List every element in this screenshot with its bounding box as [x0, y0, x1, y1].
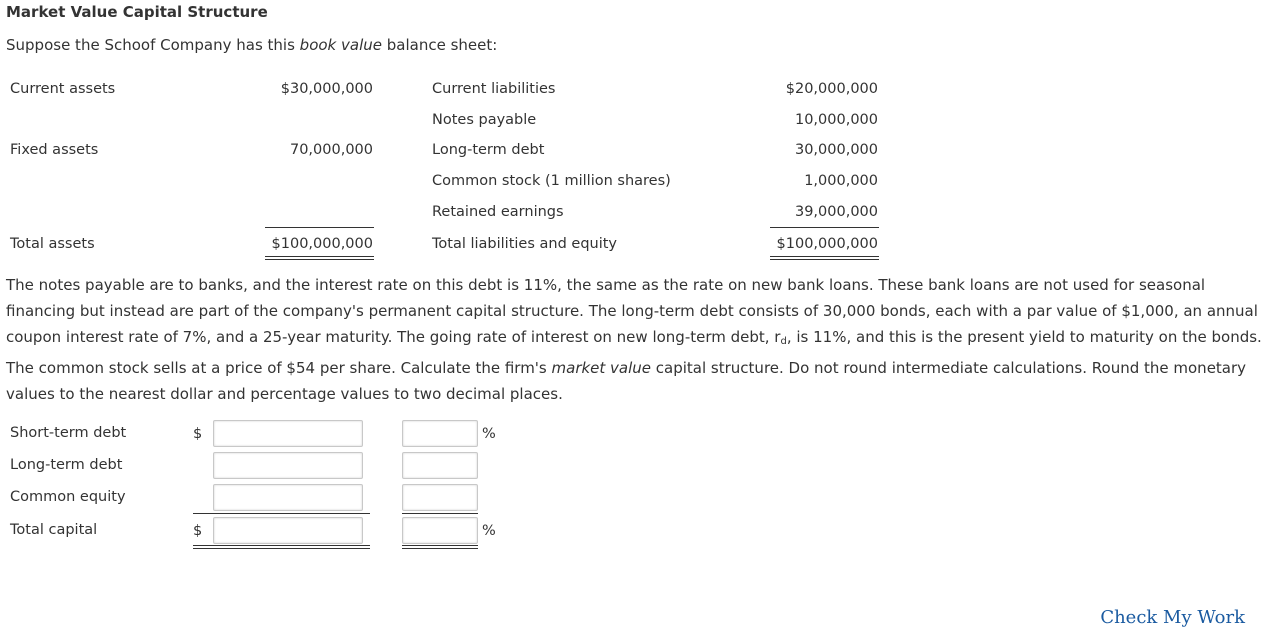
answer-amount-double-rule — [193, 545, 370, 549]
bs-long-term-debt-label: Long-term debt — [432, 142, 545, 158]
short-term-debt-amount-input[interactable] — [213, 420, 363, 447]
answer-label-common-equity: Common equity — [10, 489, 126, 505]
bs-fixed-assets-label: Fixed assets — [10, 142, 99, 158]
bs-assets-total-rule — [265, 227, 374, 228]
bs-current-assets-label: Current assets — [10, 81, 116, 97]
bs-current-liabilities-label: Current liabilities — [432, 81, 556, 97]
page-title: Market Value Capital Structure — [6, 3, 268, 21]
bs-total-assets-value: $100,000,000 — [271, 236, 373, 252]
intro-emphasis: book value — [299, 36, 382, 54]
bs-total-liabilities-equity-value: $100,000,000 — [776, 236, 878, 252]
bs-fixed-assets-value: 70,000,000 — [289, 142, 373, 158]
total-capital-amount-input[interactable] — [213, 517, 363, 544]
intro-before: Suppose the Schoof Company has this — [6, 36, 300, 54]
bs-liabilities-total-rule — [770, 227, 879, 228]
answer-percent-total-rule — [402, 513, 478, 514]
bs-common-stock-label: Common stock (1 million shares) — [432, 173, 671, 189]
currency-symbol-total: $ — [193, 523, 203, 539]
problem-subscript: d — [780, 336, 787, 347]
problem-text — [6, 272, 1268, 407]
problem-part-1: The notes payable are to banks, and the interest rate on this debt is 11%, the same as the rate on new bank loans. These bank loans are not used for seasonal financing but instead are part of the company's permanent capital structure. The long-term debt consists of 30,000 bonds, each with a par value of $1,000, an annual coupon interest rate of 7%, and a 25-year maturity. The going rate of interest on new long-term debt, r — [6, 276, 1258, 346]
bs-total-assets-label: Total assets — [10, 236, 95, 252]
answer-amount-total-rule — [193, 513, 370, 514]
bs-total-liabilities-equity-label: Total liabilities and equity — [432, 236, 618, 252]
common-equity-percent-input[interactable] — [402, 484, 478, 511]
bs-current-assets-value: $30,000,000 — [280, 81, 373, 97]
long-term-debt-amount-input[interactable] — [213, 452, 363, 479]
short-term-debt-percent-input[interactable] — [402, 420, 478, 447]
problem-part-3: capital structure. Do not round intermediate calculations. Round the monetary values to the nearest dollar and percentage values to two decimal places. — [6, 359, 1247, 403]
answer-label-total-capital: Total capital — [10, 522, 98, 538]
bs-retained-earnings-value: 39,000,000 — [794, 204, 878, 220]
currency-symbol-short-term: $ — [193, 426, 203, 442]
intro-text — [6, 36, 497, 54]
answer-label-long-term-debt: Long-term debt — [10, 457, 123, 473]
answer-percent-double-rule — [402, 545, 478, 549]
problem-part-2: , is 11%, and this is the present yield to maturity on the bonds. The common stock sells at a price of $54 per share. Calculate the firm's — [6, 328, 1262, 377]
intro-after: balance sheet: — [381, 36, 498, 54]
percent-symbol-total: % — [482, 523, 496, 539]
bs-notes-payable-value: 10,000,000 — [794, 112, 878, 128]
long-term-debt-percent-input[interactable] — [402, 452, 478, 479]
percent-symbol-short-term: % — [482, 426, 496, 442]
problem-emphasis: market value — [551, 359, 652, 377]
check-my-work-link[interactable]: Check My Work — [1100, 607, 1245, 628]
bs-long-term-debt-value: 30,000,000 — [794, 142, 878, 158]
common-equity-amount-input[interactable] — [213, 484, 363, 511]
bs-retained-earnings-label: Retained earnings — [432, 204, 564, 220]
bs-assets-double-rule — [265, 256, 374, 260]
total-capital-percent-input[interactable] — [402, 517, 478, 544]
bs-liabilities-double-rule — [770, 256, 879, 260]
bs-current-liabilities-value: $20,000,000 — [785, 81, 878, 97]
bs-common-stock-value: 1,000,000 — [804, 173, 878, 189]
bs-notes-payable-label: Notes payable — [432, 112, 537, 128]
answer-label-short-term-debt: Short-term debt — [10, 425, 127, 441]
